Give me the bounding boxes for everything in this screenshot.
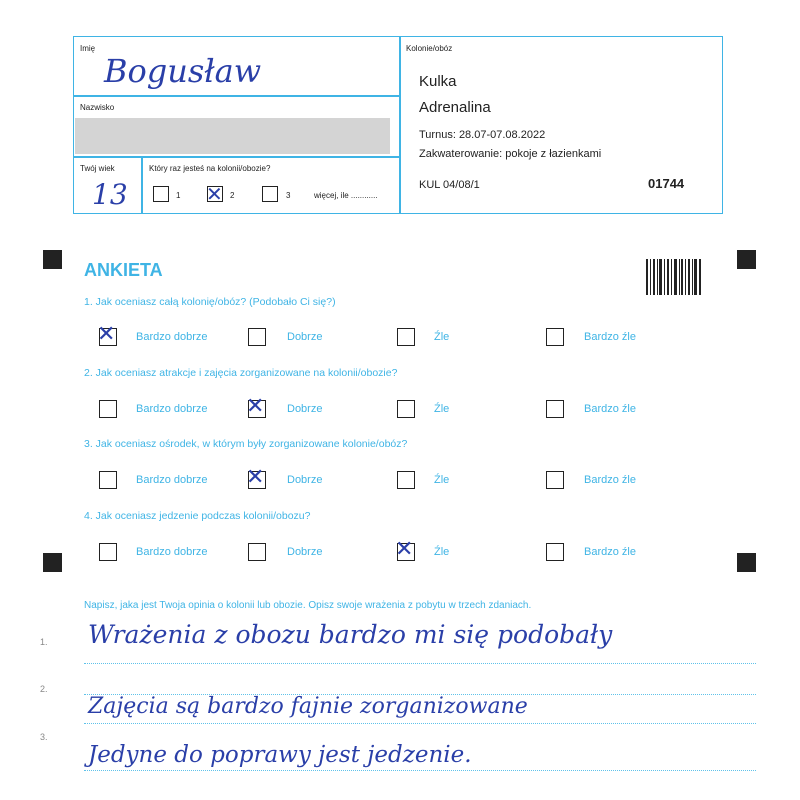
- question-3: 3. Jak oceniasz ośrodek, w którym były zorganizowane kolonie/obóz?: [84, 438, 408, 450]
- q3-option-zle[interactable]: [397, 471, 415, 489]
- times-checkbox-3[interactable]: [262, 186, 278, 202]
- line-number-1: 1.: [40, 637, 48, 647]
- q3-label-bardzo-dobrze: Bardzo dobrze: [136, 474, 208, 486]
- q2-option-bardzo-zle[interactable]: [546, 400, 564, 418]
- surname-label: Nazwisko: [80, 103, 115, 112]
- registration-mark-mid-right: [737, 553, 756, 572]
- times-more: więcej, ile ............: [314, 191, 378, 200]
- q2-option-bardzo-dobrze[interactable]: [99, 400, 117, 418]
- q3-label-zle: Źle: [434, 474, 450, 486]
- opinion-prompt: Napisz, jaka jest Twoja opinia o kolonii lub obozie. Opisz swoje wrażenia z pobytu w trzech zdaniach.: [84, 600, 532, 611]
- q2-label-zle: Źle: [434, 403, 450, 415]
- times-option-2: 2: [230, 191, 235, 200]
- line-number-3: 3.: [40, 732, 48, 742]
- q3-option-dobrze[interactable]: [246, 465, 266, 490]
- check-mark-icon: ✕: [97, 322, 116, 347]
- check-mark-icon: ✕: [246, 465, 265, 490]
- surname-divider: [73, 156, 400, 158]
- camp-name-2: Adrenalina: [419, 99, 491, 116]
- q2-label-dobrze: Dobrze: [287, 403, 323, 415]
- q2-label-bardzo-zle: Bardzo źle: [584, 403, 636, 415]
- q3-option-bardzo-zle[interactable]: [546, 471, 564, 489]
- q4-option-bardzo-dobrze[interactable]: [99, 543, 117, 561]
- q3-label-dobrze: Dobrze: [287, 474, 323, 486]
- redacted-surname: [75, 118, 390, 154]
- q1-label-bardzo-zle: Bardzo źle: [584, 331, 636, 343]
- opinion-answer-2: Zajęcia są bardzo fajnie zorganizowane: [88, 694, 528, 719]
- registration-mark-mid-left: [43, 553, 62, 572]
- survey-title: ANKIETA: [84, 260, 163, 280]
- q4-option-zle[interactable]: [395, 537, 415, 562]
- q4-option-dobrze[interactable]: [248, 543, 266, 561]
- q3-option-bardzo-dobrze[interactable]: [99, 471, 117, 489]
- times-checkbox-2[interactable]: [206, 182, 223, 206]
- camp-name-1: Kulka: [419, 73, 457, 90]
- question-1: 1. Jak oceniasz całą kolonię/obóz? (Podobało Ci się?): [84, 296, 336, 308]
- age-label: Twój wiek: [80, 164, 115, 173]
- name-label: Imię: [80, 44, 96, 53]
- registration-mark-top-left: [43, 250, 62, 269]
- q4-label-zle: Źle: [434, 546, 450, 558]
- q1-label-zle: Źle: [434, 331, 450, 343]
- times-option-3: 3: [286, 191, 291, 200]
- times-checkbox-1[interactable]: [153, 186, 169, 202]
- q2-option-zle[interactable]: [397, 400, 415, 418]
- camp-code: KUL 04/08/1: [419, 179, 480, 191]
- check-mark-icon: ✕: [206, 182, 223, 206]
- q4-label-bardzo-zle: Bardzo źle: [584, 546, 636, 558]
- q4-label-dobrze: Dobrze: [287, 546, 323, 558]
- line-number-2: 2.: [40, 684, 48, 694]
- check-mark-icon: ✕: [246, 394, 265, 419]
- header-divider: [399, 36, 401, 214]
- q1-option-dobrze[interactable]: [248, 328, 266, 346]
- check-mark-icon: ✕: [395, 537, 414, 562]
- q4-label-bardzo-dobrze: Bardzo dobrze: [136, 546, 208, 558]
- question-4: 4. Jak oceniasz jedzenie podczas kolonii/obozu?: [84, 510, 311, 522]
- age-divider: [141, 156, 143, 214]
- q1-option-bardzo-zle[interactable]: [546, 328, 564, 346]
- times-option-1: 1: [176, 191, 181, 200]
- opinion-answer-1: Wrażenia z obozu bardzo mi się podobały: [88, 620, 613, 649]
- answer-line-1: [84, 663, 756, 664]
- q4-option-bardzo-zle[interactable]: [546, 543, 564, 561]
- accommodation: Zakwaterowanie: pokoje z łazienkami: [419, 148, 602, 160]
- barcode-icon: [646, 259, 702, 295]
- answer-line-2: [84, 723, 756, 724]
- q1-option-zle[interactable]: [397, 328, 415, 346]
- turnus: Turnus: 28.07-07.08.2022: [419, 129, 546, 141]
- opinion-answer-3: Jedyne do poprawy jest jedzenie.: [88, 742, 472, 768]
- registration-mark-top-right: [737, 250, 756, 269]
- q1-label-bardzo-dobrze: Bardzo dobrze: [136, 331, 208, 343]
- name-divider: [73, 95, 400, 97]
- age-value: 13: [92, 178, 128, 211]
- q1-option-bardzo-dobrze[interactable]: [97, 322, 117, 347]
- form-number: 01744: [648, 176, 685, 191]
- times-label: Który raz jesteś na kolonii/obozie?: [149, 164, 271, 173]
- q2-option-dobrze[interactable]: [246, 394, 266, 419]
- q1-label-dobrze: Dobrze: [287, 331, 323, 343]
- camp-label: Kolonie/obóz: [406, 44, 453, 53]
- answer-line-3: [84, 770, 756, 771]
- question-2: 2. Jak oceniasz atrakcje i zajęcia zorganizowane na kolonii/obozie?: [84, 367, 398, 379]
- q3-label-bardzo-zle: Bardzo źle: [584, 474, 636, 486]
- q2-label-bardzo-dobrze: Bardzo dobrze: [136, 403, 208, 415]
- name-value: Bogusław: [104, 52, 262, 90]
